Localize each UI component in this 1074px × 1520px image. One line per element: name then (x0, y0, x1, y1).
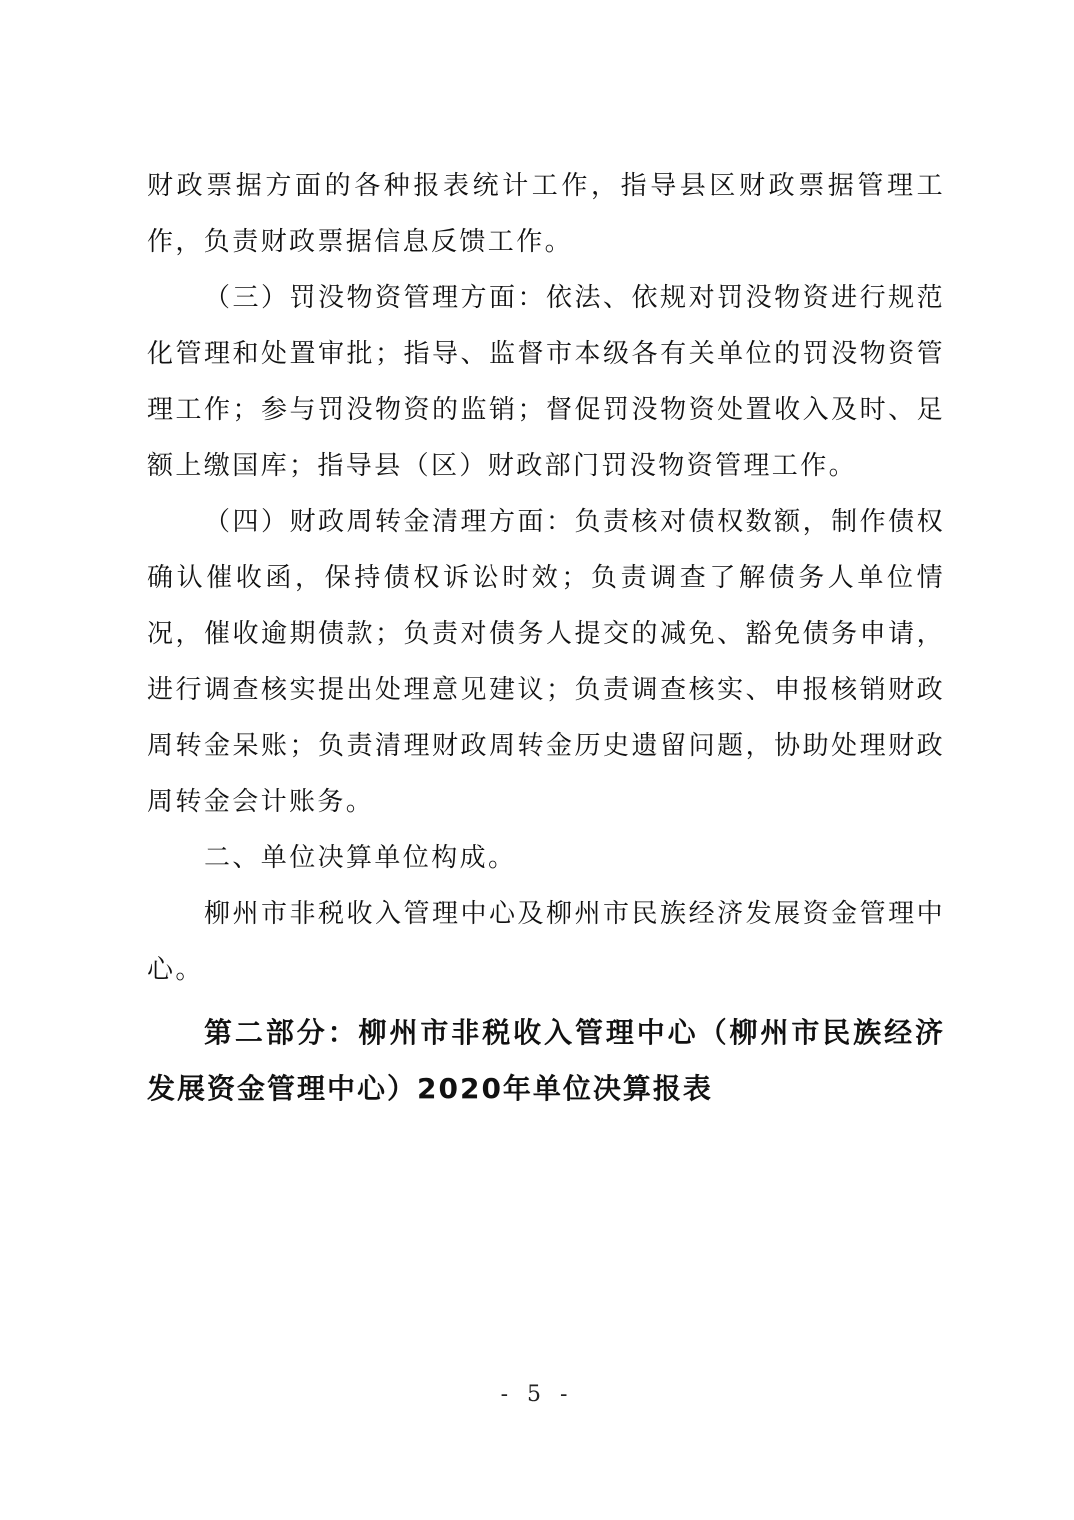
paragraph-revolving-funds: （四）财政周转金清理方面：负责核对债权数额，制作债权确认催收函，保持债权诉讼时效；负责调查了解债务人单位情况，催收逾期债款；负责对债务人提交的减免、豁免债务申请，进行调查核实提出处理意见建议；负责调查核实、申报核销财政周转金呆账；负责清理财政周转金历史遗留问题，协助处理财政周转金会计账务。 (147, 507, 945, 817)
paragraph-bill-statistics: 财政票据方面的各种报表统计工作，指导县区财政票据管理工作，负责财政票据信息反馈工作。 (147, 171, 945, 257)
paragraph-confiscated-goods: （三）罚没物资管理方面：依法、依规对罚没物资进行规范化管理和处置审批；指导、监督市本级各有关单位的罚没物资管理工作；参与罚没物资的监销；督促罚没物资处置收入及时、足额上缴国库；指导县（区）财政部门罚没物资管理工作。 (147, 283, 945, 481)
section-heading-unit-composition: 二、单位决算单位构成。 (204, 843, 517, 873)
paragraph-unit-list: 柳州市非税收入管理中心及柳州市民族经济发展资金管理中心。 (147, 899, 945, 985)
part-two-title: 第二部分：柳州市非税收入管理中心（柳州市民族经济发展资金管理中心）2020年单位决算报表 (147, 1016, 945, 1105)
page-number: - 5 - (500, 1382, 574, 1407)
document-body (147, 158, 945, 1117)
